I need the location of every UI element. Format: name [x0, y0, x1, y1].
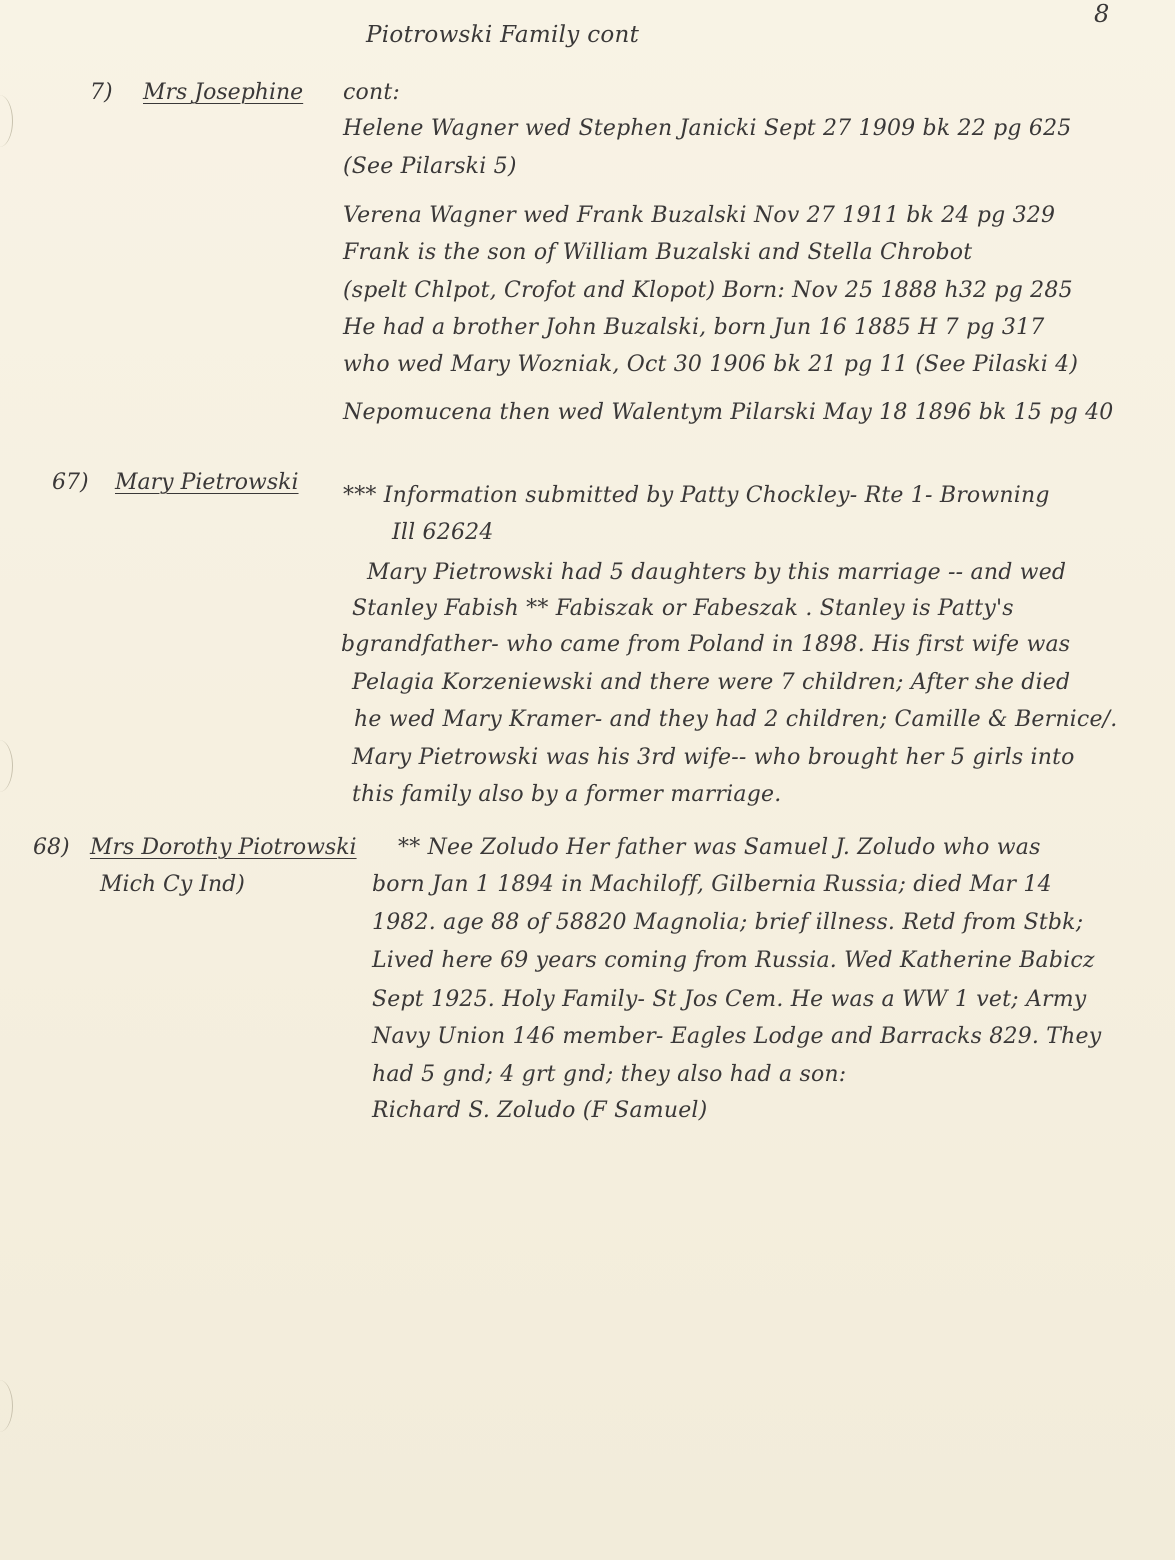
entry-name: Mary Pietrowski	[115, 470, 299, 495]
entry-line: had 5 gnd; 4 grt gnd; they also had a son:	[372, 1062, 847, 1087]
entry-line: Stanley Fabish ** Fabiszak or Fabeszak . Stanley is Patty's	[352, 596, 1014, 621]
entry-name: Mrs Dorothy Piotrowski	[90, 835, 357, 860]
entry-line: Nepomucena then wed Walentym Pilarski May 18 1896 bk 15 pg 40	[343, 400, 1114, 425]
entry-line: ** Nee Zoludo Her father was Samuel J. Zoludo who was	[398, 835, 1041, 860]
entry-line: (spelt Chlpot, Crofot and Klopot) Born: Nov 25 1888 h32 pg 285	[343, 278, 1073, 303]
entry-line: He had a brother John Buzalski, born Jun 16 1885 H 7 pg 317	[343, 315, 1045, 340]
entry-name: Mrs Josephine	[143, 80, 304, 105]
entry-line: Pelagia Korzeniewski and there were 7 children; After she died	[352, 670, 1071, 695]
entry-line: he wed Mary Kramer- and they had 2 children; Camille & Bernice/.	[354, 707, 1118, 732]
entry-number: 7)	[90, 80, 113, 105]
punch-hole	[0, 95, 13, 147]
entry-line: (See Pilarski 5)	[343, 154, 517, 179]
page-number: 8	[1094, 0, 1110, 28]
entry-line: cont:	[343, 80, 400, 105]
entry-line: *** Information submitted by Patty Chockley- Rte 1- Browning	[343, 483, 1050, 508]
punch-hole	[0, 1380, 13, 1432]
entry-line: 1982. age 88 of 58820 Magnolia; brief illness. Retd from Stbk;	[372, 910, 1084, 935]
entry-number: 68)	[33, 835, 70, 860]
entry-line: this family also by a former marriage.	[352, 782, 782, 807]
entry-line: Navy Union 146 member- Eagles Lodge and Barracks 829. They	[372, 1024, 1102, 1049]
entry-line: Helene Wagner wed Stephen Janicki Sept 27 1909 bk 22 pg 625	[343, 116, 1072, 141]
entry-line: who wed Mary Wozniak, Oct 30 1906 bk 21 pg 11 (See Pilaski 4)	[343, 352, 1079, 377]
entry-line: Lived here 69 years coming from Russia. Wed Katherine Babicz	[372, 948, 1095, 973]
page-title: Piotrowski Family cont	[366, 22, 640, 48]
entry-line: Ill 62624	[392, 520, 494, 545]
punch-hole	[0, 740, 13, 792]
entry-line: Verena Wagner wed Frank Buzalski Nov 27 1911 bk 24 pg 329	[343, 203, 1056, 228]
entry-line: born Jan 1 1894 in Machiloff, Gilbernia Russia; died Mar 14	[372, 872, 1052, 897]
entry-line: Mary Pietrowski had 5 daughters by this marriage -- and wed	[367, 560, 1067, 585]
entry-line: Richard S. Zoludo (F Samuel)	[372, 1098, 708, 1123]
entry-line: Frank is the son of William Buzalski and Stella Chrobot	[343, 240, 973, 265]
entry-number: 67)	[52, 470, 89, 495]
entry-subname: Mich Cy Ind)	[100, 872, 245, 897]
entry-line: Mary Pietrowski was his 3rd wife-- who brought her 5 girls into	[352, 745, 1075, 770]
entry-line: Sept 1925. Holy Family- St Jos Cem. He was a WW 1 vet; Army	[372, 987, 1087, 1012]
entry-line: bgrandfather- who came from Poland in 1898. His first wife was	[341, 632, 1071, 657]
